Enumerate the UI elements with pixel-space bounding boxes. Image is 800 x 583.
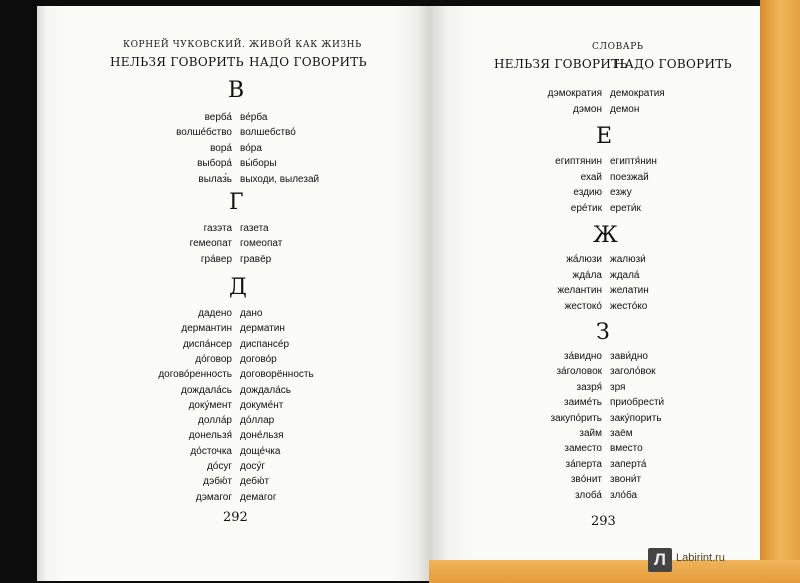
left-col-wrong-heading: НЕЛЬЗЯ ГОВОРИТЬ: [110, 55, 244, 69]
correct-word: ве́рба: [240, 112, 268, 123]
wrong-word: вылаз́ь: [198, 173, 232, 185]
correct-word: заём: [610, 428, 633, 439]
wrong-word: заместо: [564, 443, 602, 455]
section-letter-zh: Ж: [593, 223, 618, 248]
correct-word: заку́порить: [610, 412, 662, 424]
dictionary-row: [0, 428, 800, 443]
dictionary-row: [0, 474, 800, 489]
section-letter-g: Г: [229, 190, 244, 215]
correct-word: дождала́сь: [240, 384, 291, 396]
wrong-word: вора́: [210, 142, 232, 154]
wrong-word: злоба́: [574, 489, 602, 501]
right-col-right-heading: НАДО ГОВОРИТЬ: [614, 57, 732, 71]
dictionary-row: [0, 459, 800, 474]
wrong-word: долла́р: [198, 415, 232, 427]
correct-word: демагог: [240, 491, 277, 503]
orange-background-bottom: [429, 560, 800, 583]
section-letter-z: З: [596, 320, 610, 345]
correct-word: заперта́: [610, 458, 647, 470]
wrong-word: ерéтик: [570, 202, 602, 214]
correct-word: демократия: [610, 88, 665, 99]
right-page-number: 293: [591, 514, 616, 529]
correct-word: договорённость: [240, 369, 314, 381]
correct-word: вы́боры: [240, 158, 277, 170]
correct-word: египтя́нин: [610, 156, 657, 167]
wrong-word: доку́мент: [188, 399, 232, 411]
correct-word: демон: [610, 103, 640, 115]
wrong-word: жестоко́: [564, 300, 602, 312]
section-letter-e: Е: [596, 124, 613, 149]
wrong-word: ждáла: [572, 269, 602, 281]
wrong-word: дэмон: [572, 103, 602, 115]
dictionary-row: [0, 104, 800, 119]
wrong-word: за́перта: [565, 458, 602, 470]
wrong-word: жа́люзи: [566, 254, 602, 265]
wrong-word: желантин: [557, 285, 602, 296]
wrong-word: диспа́нсер: [182, 338, 232, 350]
correct-word: жесто́ко: [610, 300, 648, 312]
dictionary-row: [0, 223, 800, 238]
dictionary-row: [0, 88, 800, 103]
correct-word: дерматин: [240, 323, 285, 335]
dictionary-row: [0, 323, 800, 338]
correct-word: волшебство́: [240, 127, 296, 139]
dictionary-row: [0, 382, 800, 397]
wrong-word: до́говор: [195, 353, 232, 365]
correct-word: желатин: [610, 285, 649, 296]
correct-word: дано: [240, 308, 263, 319]
correct-word: зави́дно: [610, 351, 648, 362]
wrong-word: донельзя́: [188, 430, 232, 442]
right-running-header: СЛОВАРЬ: [592, 42, 644, 52]
correct-word: гомеопат: [240, 238, 283, 250]
section-letter-v: В: [228, 78, 245, 103]
correct-word: зря: [610, 381, 626, 393]
wrong-word: заиме́ть: [564, 397, 602, 409]
left-running-header: КОРНЕЙ ЧУКОВСКИЙ. ЖИВОЙ КАК ЖИЗНЬ: [123, 40, 362, 50]
correct-word: поезжай: [610, 171, 649, 183]
wrong-word: гемеопат: [189, 238, 232, 250]
correct-word: ждала́: [610, 269, 640, 281]
correct-word: доне́льзя: [240, 430, 284, 442]
correct-word: во́ра: [240, 142, 262, 154]
wrong-word: гра́вер: [200, 253, 232, 265]
dictionary-row: [0, 366, 800, 381]
wrong-word: ехай: [580, 171, 602, 183]
dictionary-row: [0, 397, 800, 412]
wrong-word: выбора́: [197, 158, 232, 170]
wrong-word: газэта: [203, 223, 232, 234]
correct-word: жалюзи́: [610, 254, 646, 265]
dictionary-row: [0, 203, 800, 218]
dictionary-row: [0, 238, 800, 253]
dictionary-row: [0, 490, 800, 505]
section-letter-d: Д: [229, 275, 247, 300]
correct-word: газета: [240, 223, 269, 234]
correct-word: вместо: [610, 443, 643, 455]
wrong-word: дермантин: [181, 323, 232, 335]
wrong-word: дэбю́т: [203, 476, 232, 488]
correct-word: докуме́нт: [240, 399, 284, 411]
watermark-text: Labirint.ru: [676, 552, 725, 564]
dictionary-row: [0, 187, 800, 202]
wrong-word: закупо́рить: [550, 412, 602, 424]
wrong-word: зазря́: [576, 381, 602, 393]
correct-word: ерети́к: [610, 202, 641, 214]
wrong-word: верба́: [204, 112, 232, 123]
wrong-word: догово́ренность: [158, 369, 232, 381]
correct-word: выходи, вылезай: [240, 173, 320, 185]
dictionary-row: [0, 351, 800, 366]
correct-word: зло́ба: [610, 489, 638, 501]
dictionary-row: [0, 172, 800, 187]
dictionary-row: [0, 285, 800, 300]
correct-word: езжу: [610, 187, 632, 198]
left-col-right-heading: НАДО ГОВОРИТЬ: [249, 55, 367, 69]
correct-word: звони́т: [610, 474, 642, 486]
wrong-word: египтянин: [555, 156, 602, 167]
wrong-word: дождала́сь: [181, 384, 232, 396]
right-col-wrong-heading: НЕЛЬЗЯ ГОВОРИТЬ: [494, 57, 628, 71]
dictionary-row: [0, 254, 800, 269]
dictionary-row: [0, 156, 800, 171]
wrong-word: до́суг: [206, 461, 232, 472]
correct-word: диспансе́р: [240, 338, 290, 350]
wrong-word: дадено: [198, 308, 232, 319]
wrong-word: ездию: [573, 187, 602, 198]
wrong-word: за́головок: [556, 366, 602, 378]
correct-word: до́ллар: [240, 415, 275, 427]
left-page-number: 292: [223, 510, 248, 525]
dictionary-row: [0, 443, 800, 458]
correct-word: досу́г: [240, 461, 266, 472]
correct-word: дебю́т: [240, 476, 270, 488]
dictionary-row: [0, 301, 800, 316]
wrong-word: займ: [579, 428, 602, 439]
wrong-word: до́сточка: [190, 445, 232, 457]
dictionary-row: [0, 270, 800, 285]
correct-word: гравёр: [240, 253, 272, 265]
correct-word: доще́чка: [240, 445, 281, 457]
wrong-word: дэмагог: [195, 491, 232, 503]
correct-word: догово́р: [240, 353, 277, 365]
wrong-word: дэмократия: [547, 88, 602, 99]
correct-word: приобрести́: [610, 397, 665, 409]
correct-word: заголо́вок: [610, 366, 656, 378]
dictionary-row: [0, 413, 800, 428]
wrong-word: звóнит: [570, 474, 602, 486]
wrong-word: волше́бство: [176, 127, 232, 139]
dictionary-row: [0, 127, 800, 142]
wrong-word: за́видно: [564, 351, 602, 362]
labirint-logo-icon: Л: [648, 548, 672, 572]
